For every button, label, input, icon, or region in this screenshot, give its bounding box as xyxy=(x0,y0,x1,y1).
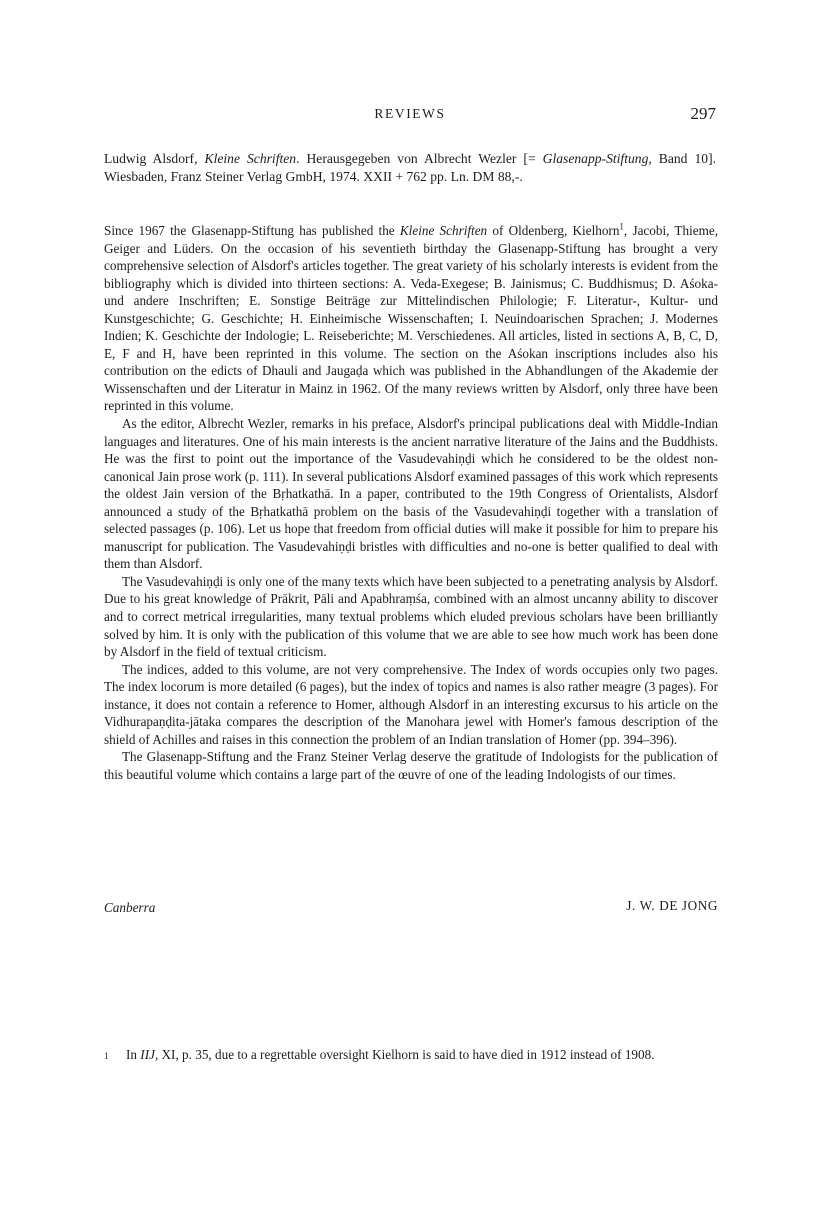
review-body xyxy=(104,222,718,784)
paragraph-1-text-a: Since 1967 the Glasenapp-Stiftung has published the xyxy=(104,223,400,238)
footnote-journal: IIJ xyxy=(140,1047,155,1062)
paragraph-5: The Glasenapp-Stiftung and the Franz Steiner Verlag deserve the gratitude of Indologists for the publication of this beautiful volume which contains a large part of the œuvre of one of the leading Indologists of our times. xyxy=(104,749,718,782)
paragraph-1-text-b: of Oldenberg, Kielhorn xyxy=(487,223,620,238)
citation-publication: Band 10]. Wiesbaden, Franz Steiner Verlag GmbH, 1974. XXII + 762 pp. Ln. DM 88,-. xyxy=(104,151,717,184)
footnote-reference: 1 xyxy=(619,221,624,232)
citation-book-title: Kleine Schriften xyxy=(204,151,297,166)
book-citation xyxy=(104,150,716,186)
signature-line xyxy=(104,898,718,918)
paragraph-2: As the editor, Albrecht Wezler, remarks in his preface, Alsdorf's principal publications deal with Middle-Indian languages and literatures. One of his main interests is the ancient narrative literature of the Jains and the Buddhists. He was the first to point out the importance of the Vasudevahiṇḍi which he considered to be the oldest non-canonical Jain prose work (p. 111). In several publications Alsdorf examined passages of this work which represents the oldest Jain version of the Bṛhatkathā. In a paper, contributed to the 19th Congress of Orientalists, Alsdorf announced a study of the Bṛhatkathā problem on the basis of the Vasudevahiṇḍi together with a translation of selected passages (p. 106). Let us hope that freedom from official duties will make it possible for him to prepare his manuscript for publication. The Vasudevahiṇḍi bristles with difficulties and no-one is better qualified to deal with them than Alsdorf. xyxy=(104,416,718,572)
footnote xyxy=(104,1046,718,1064)
citation-series: Glasenapp-Stiftung, xyxy=(542,151,652,166)
page-number: 297 xyxy=(690,104,716,123)
footnote-text-b: , XI, p. 35, due to a regrettable oversight Kielhorn is said to have died in 1912 instead of 1908. xyxy=(154,1047,655,1062)
paragraph-3: The Vasudevahiṇḍi is only one of the many texts which have been subjected to a penetrating analysis by Alsdorf. Due to his great knowledge of Prākrit, Pāli and Apabhraṃśa, combined with an almost uncanny ability to discover and to correct metrical irregularities, many textual problems which eluded previous scholars have been brilliantly solved by him. It is only with the publication of this volume that we are able to see how much work has been done by Alsdorf in the field of textual criticism. xyxy=(104,573,718,660)
paragraph-1-book-title: Kleine Schriften xyxy=(399,223,488,238)
paragraph-4: The indices, added to this volume, are not very comprehensive. The Index of words occupies only two pages. The index locorum is more detailed (6 pages), but the index of topics and names is also rather meagre (3 pages). For instance, it does not contain a reference to Homer, although Alsdorf in an interesting excursus to his article on the Vidhurapaṇḍita-jātaka compares the description of the Manohara jewel with Homer's famous description of the shield of Achilles and raises in this connection the problem of an Indian translation of Homer (pp. 394–396). xyxy=(104,661,718,747)
signature-place: Canberra xyxy=(104,900,156,915)
running-header xyxy=(104,104,716,124)
paragraph-1-text-c: , Jacobi, Thieme, Geiger and Lüders. On the occasion of his seventieth birthday the Glasenapp-Stiftung has brought a very comprehensive selection of Alsdorf's articles together. The great variety of his scholarly interests is evident from the bibliography which is divided into thirteen sections: A. Veda-Exegese; B. Jainismus; C. Buddhismus; D. Aśoka- und andere Inschriften; E. Sonstige Beiträge zur Mittelindischen Philologie; F. Literatur-, Kultur- und Kunstgeschichte; G. Geschichte; H. Einheimische Wissenschaften; I. Neuindoarischen Sprachen; J. Modernes Indien; K. Geschichte der Indologie; L. Reiseberichte; M. Verschiedenes. All articles, listed in sections A, B, C, D, E, F and H, have been reprinted in this volume. The section on the Aśokan inscriptions includes also his contribution on the edicts of Dhauli and Jaugaḍa which was published in the Abhandlungen of the Akademie der Wissenschaften und der Literatur in Mainz in 1962. Of the many reviews written by Alsdorf, only three have been reprinted in this volume. xyxy=(104,223,718,414)
footnote-text-a: In xyxy=(126,1047,141,1062)
reviewer-name: J. W. DE JONG xyxy=(626,898,718,913)
paragraph-1 xyxy=(104,222,718,415)
citation-author: Ludwig Alsdorf, xyxy=(104,151,205,166)
running-title: REVIEWS xyxy=(374,106,446,121)
footnote-mark: 1 xyxy=(104,1051,109,1061)
citation-editor: . Herausgegeben von Albrecht Wezler [= xyxy=(296,151,543,166)
